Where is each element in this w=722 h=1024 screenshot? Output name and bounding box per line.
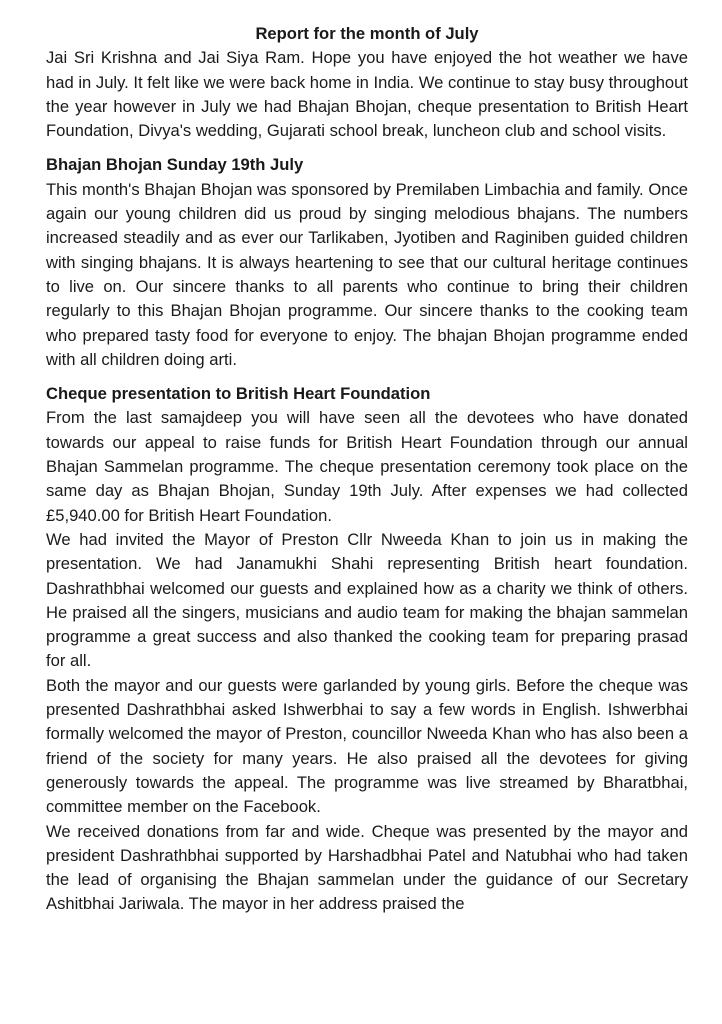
intro-paragraph: Jai Sri Krishna and Jai Siya Ram. Hope you have enjoyed the hot weather we have had in July. It felt like we were back home in India. We continue to stay busy throughout the year however in July we had Bhajan Bhojan, cheque presentation to British Heart Foundation, Divya's wedding, Gujarati school break, luncheon club and school visits. (46, 48, 688, 141)
cheque-paragraph-1: From the last samajdeep you will have seen all the devotees who have donated towards our appeal to raise funds for British Heart Foundation through our annual Bhajan Sammelan programme. The cheque presentation ceremony took place on the same day as Bhajan Bhojan, Sunday 19th July. After expenses we had collected £5,940.00 for British Heart Foundation. (46, 408, 688, 525)
cheque-paragraph-3: Both the mayor and our guests were garlanded by young girls. Before the cheque was presented Dashrathbhai asked Ishwerbhai to say a few words in English. Ishwerbhai formally welcomed the mayor of Preston, councillor Nweeda Khan who has also been a friend of the society for many years. He also praised all the devotees for giving generously towards the appeal. The programme was live streamed by Bharatbhai, committee member on the Facebook. (46, 675, 688, 817)
cheque-paragraph-2: We had invited the Mayor of Preston Cllr Nweeda Khan to join us in making the presentation. We had Janamukhi Shahi representing British heart foundation. Dashrathbhai welcomed our guests and explained how as a charity we think of others. He praised all the singers, musicians and audio team for making the bhajan sammelan programme a great success and also thanked the cooking team for preparing prasad for all. (46, 529, 688, 671)
bhajan-bhojan-paragraph: This month's Bhajan Bhojan was sponsored by Premilaben Limbachia and family. Once again our young children did us proud by singing melodious bhajans. The numbers increased steadily and as ever our Tarlikaben, Jyotiben and Raginiben guided children with singing bhajans. It is always heartening to see that our cultural heritage continues to live on. Our sincere thanks to all parents who continue to bring their children regularly to this Bhajan Bhojan programme. Our sincere thanks to the cooking team who prepared tasty food for everyone to enjoy. The bhajan Bhojan programme ended with all children doing arti. (46, 179, 688, 369)
report-title: Report for the month of July (255, 24, 479, 43)
section-heading-cheque-presentation: Cheque presentation to British Heart Foundation (46, 384, 431, 404)
section-heading-bhajan-bhojan: Bhajan Bhojan Sunday 19th July (46, 155, 304, 175)
cheque-paragraph-4: We received donations from far and wide. Cheque was presented by the mayor and president Dashrathbhai supported by Harshadbhai Patel and Natubhai who had taken the lead of organising the Bhajan sammelan under the guidance of our Secretary Ashitbhai Jariwala. The mayor in her address praised the (46, 821, 688, 914)
